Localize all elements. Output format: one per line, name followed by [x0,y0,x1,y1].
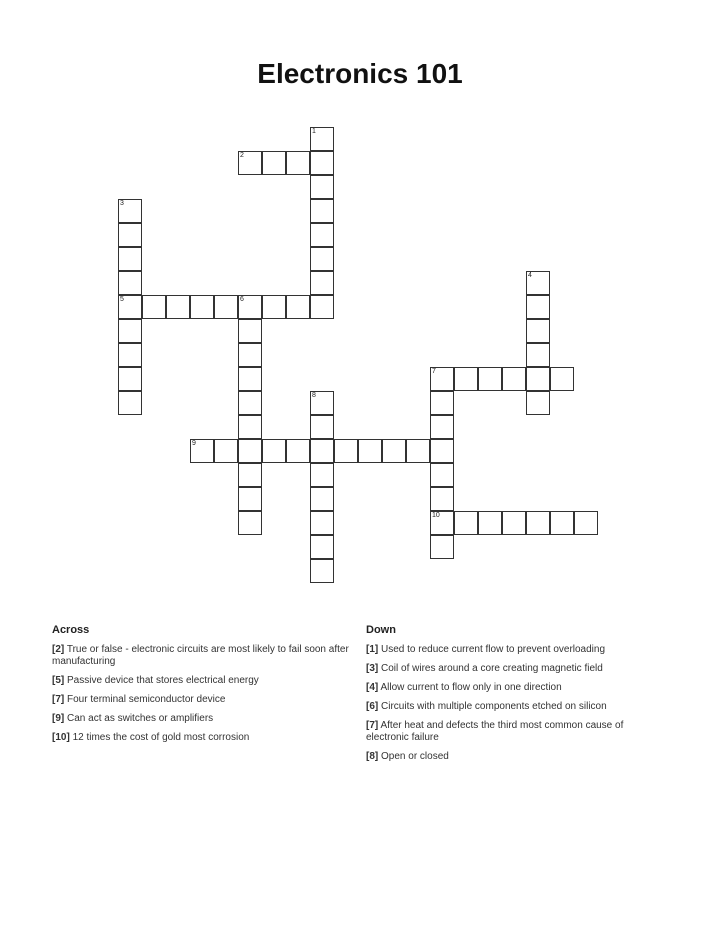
grid-cell[interactable] [238,367,262,391]
grid-cell[interactable] [310,439,334,463]
down-heading: Down [366,624,396,636]
grid-cell[interactable] [550,367,574,391]
grid-cell[interactable] [310,127,334,151]
cell-number: 2 [240,152,244,159]
clue-text: Can act as switches or amplifiers [64,713,214,724]
cell-number: 3 [120,200,124,207]
clue-number: [5] [52,675,65,686]
grid-cell[interactable] [286,295,310,319]
grid-cell[interactable] [454,367,478,391]
grid-cell[interactable] [526,343,550,367]
across-heading: Across [52,624,90,636]
grid-cell[interactable] [238,415,262,439]
clue-number: [2] [52,644,65,655]
grid-cell[interactable] [118,271,142,295]
grid-cell[interactable] [454,511,478,535]
grid-cell[interactable] [238,463,262,487]
grid-cell[interactable] [310,391,334,415]
clue-number: [4] [366,682,379,693]
grid-cell[interactable] [526,295,550,319]
grid-cell[interactable] [430,439,454,463]
across-clue-item [52,644,352,668]
grid-cell[interactable] [406,439,430,463]
grid-cell[interactable] [238,511,262,535]
clue-text: Passive device that stores electrical energy [64,675,259,686]
down-clue-item [366,720,666,744]
cell-number: 8 [312,392,316,399]
grid-cell[interactable] [238,319,262,343]
grid-cell[interactable] [430,511,454,535]
grid-cell[interactable] [526,367,550,391]
grid-cell[interactable] [310,247,334,271]
clue-number: [7] [52,694,65,705]
grid-cell[interactable] [310,463,334,487]
grid-cell[interactable] [334,439,358,463]
grid-cell[interactable] [118,343,142,367]
grid-cell[interactable] [526,271,550,295]
across-clue-list [52,644,352,751]
grid-cell[interactable] [502,367,526,391]
clue-number: [3] [366,663,379,674]
grid-cell[interactable] [430,487,454,511]
page-title: Electronics 101 [257,58,463,89]
clue-number: [1] [366,644,379,655]
grid-cell[interactable] [190,295,214,319]
grid-cell[interactable] [310,151,334,175]
grid-cell[interactable] [238,487,262,511]
grid-cell[interactable] [310,535,334,559]
down-clue-item [366,682,666,694]
down-clue-item [366,751,666,763]
grid-cell[interactable] [310,223,334,247]
grid-cell[interactable] [310,415,334,439]
cell-number: 10 [432,512,440,519]
grid-cell[interactable] [214,295,238,319]
grid-cell[interactable] [238,439,262,463]
clue-text: 12 times the cost of gold most corrosion [69,732,250,743]
cell-number: 4 [528,272,532,279]
clue-number: [8] [366,751,379,762]
grid-cell[interactable] [310,487,334,511]
grid-cell[interactable] [502,511,526,535]
grid-cell[interactable] [262,295,286,319]
grid-cell[interactable] [478,367,502,391]
clue-number: [10] [52,732,70,743]
across-clue-item [52,732,352,744]
clue-text: Open or closed [378,751,449,762]
grid-cell[interactable] [526,319,550,343]
across-clue-item [52,675,352,687]
grid-cell[interactable] [238,295,262,319]
cell-number: 9 [192,440,196,447]
grid-cell[interactable] [214,439,238,463]
grid-cell[interactable] [574,511,598,535]
grid-cell[interactable] [430,535,454,559]
grid-cell[interactable] [430,367,454,391]
across-clue-item [52,694,352,706]
grid-cell[interactable] [118,367,142,391]
grid-cell[interactable] [118,223,142,247]
down-clue-item [366,663,666,675]
grid-cell[interactable] [118,391,142,415]
grid-cell[interactable] [430,415,454,439]
grid-cell[interactable] [118,199,142,223]
grid-cell[interactable] [382,439,406,463]
clue-text: Coil of wires around a core creating magnetic field [378,663,603,674]
across-clue-item [52,713,352,725]
grid-cell[interactable] [238,151,262,175]
cell-number: 1 [312,128,316,135]
clue-text: True or false - electronic circuits are most likely to fail soon after manufacturing [52,644,349,667]
grid-cell[interactable] [478,511,502,535]
grid-cell[interactable] [262,151,286,175]
grid-cell[interactable] [430,391,454,415]
clue-number: [7] [366,720,379,731]
grid-cell[interactable] [310,175,334,199]
clue-text: Used to reduce current flow to prevent overloading [378,644,606,655]
clue-text: Allow current to flow only in one direction [378,682,562,693]
grid-cell[interactable] [118,319,142,343]
down-clue-item [366,701,666,713]
grid-cell[interactable] [238,391,262,415]
grid-cell[interactable] [286,151,310,175]
grid-cell[interactable] [526,511,550,535]
clue-number: [9] [52,713,65,724]
grid-cell[interactable] [550,511,574,535]
grid-cell[interactable] [310,511,334,535]
clue-number: [6] [366,701,379,712]
grid-cell[interactable] [526,391,550,415]
grid-cell[interactable] [430,463,454,487]
grid-cell[interactable] [118,247,142,271]
grid-cell[interactable] [262,439,286,463]
cell-number: 5 [120,296,124,303]
clue-text: Circuits with multiple components etched on silicon [378,701,607,712]
grid-cell[interactable] [358,439,382,463]
grid-cell[interactable] [286,439,310,463]
grid-cell[interactable] [310,295,334,319]
grid-cell[interactable] [310,199,334,223]
grid-cell[interactable] [190,439,214,463]
down-clue-list [366,644,666,770]
grid-cell[interactable] [238,343,262,367]
grid-cell[interactable] [310,271,334,295]
grid-cell[interactable] [118,295,142,319]
grid-cell[interactable] [142,295,166,319]
cell-number: 7 [432,368,436,375]
grid-cell[interactable] [310,559,334,583]
down-clue-item [366,644,666,656]
cell-number: 6 [240,296,244,303]
clue-text: After heat and defects the third most common cause of electronic failure [366,720,624,743]
clue-text: Four terminal semiconductor device [64,694,226,705]
grid-cell[interactable] [166,295,190,319]
